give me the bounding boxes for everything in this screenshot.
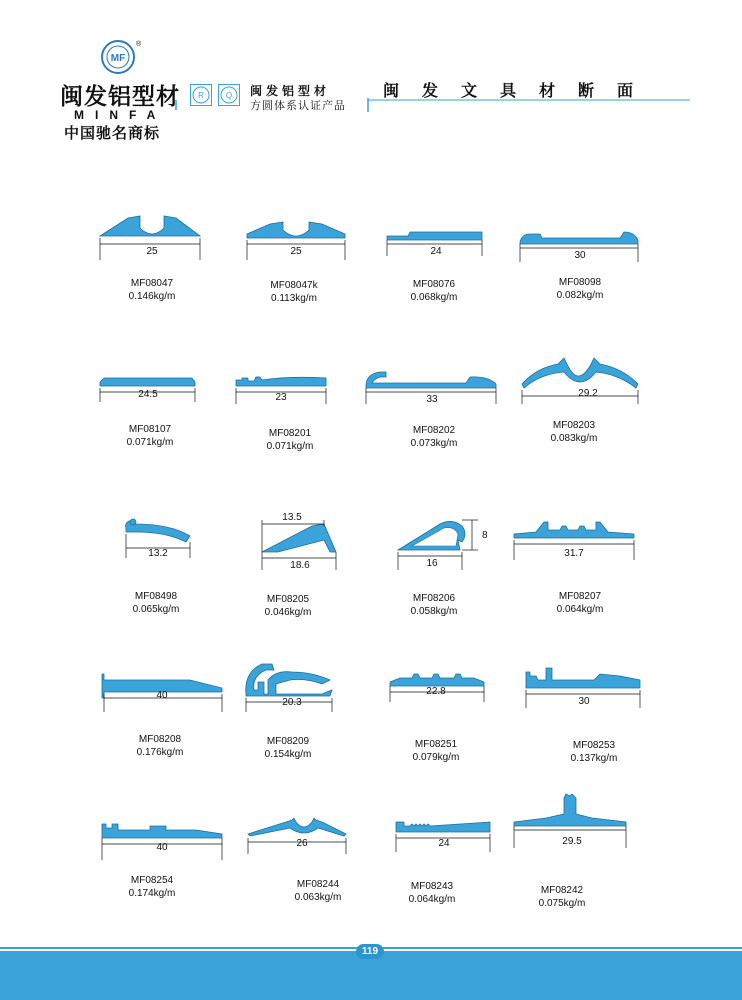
profile-caption: [520, 276, 640, 302]
profile-code: MF08253: [572, 740, 616, 751]
profile-mf08253-drawing: [526, 668, 640, 708]
profile-weight: 0.064kg/m: [408, 894, 456, 905]
svg-text:R: R: [198, 91, 204, 100]
profile-mf08047-drawing: [100, 216, 200, 260]
logo-mark: MF: [110, 53, 126, 64]
dim-label: 29.2: [578, 388, 598, 399]
dim-label: 25: [146, 246, 158, 257]
dim-label: 29.5: [562, 836, 582, 847]
profile-code: MF08209: [266, 736, 310, 747]
profile-mf08107-drawing: [100, 378, 195, 402]
dim-label: 23: [275, 392, 287, 403]
dim-label: 20.3: [282, 697, 302, 708]
svg-text:®: ®: [136, 41, 142, 48]
profile-code: MF08206: [412, 593, 456, 604]
dim-label: 24: [430, 246, 442, 257]
dim-label: 13.5: [282, 512, 302, 523]
cert-subtitle: 方圆体系认证产品: [250, 100, 346, 112]
profile-mf08243-drawing: [396, 822, 490, 852]
profile-code: MF08201: [268, 428, 312, 439]
dim-label: 30: [574, 250, 586, 261]
profile-caption: [92, 874, 212, 900]
profile-caption: [374, 278, 494, 304]
profile-code: MF08243: [410, 881, 454, 892]
profile-code: MF08498: [134, 591, 178, 602]
profile-code: MF08202: [412, 425, 456, 436]
profile-code: MF08207: [558, 591, 602, 602]
dim-label: 26: [296, 838, 308, 849]
profile-weight: 0.068kg/m: [410, 292, 458, 303]
profile-caption: [90, 423, 210, 449]
profile-weight: 0.065kg/m: [132, 604, 180, 615]
profile-caption: [100, 733, 220, 759]
profile-mf08203-drawing: [522, 358, 638, 404]
profile-code: MF08205: [266, 594, 310, 605]
profile-weight: 0.146kg/m: [128, 291, 176, 302]
profile-weight: 0.071kg/m: [266, 441, 314, 452]
dim-label: 22.8: [426, 686, 446, 697]
dim-label: 24.5: [138, 389, 158, 400]
profile-mf08251-drawing: [390, 674, 484, 702]
profile-weight: 0.113kg/m: [271, 293, 317, 304]
cert-company-name: 闽发铝型材: [250, 84, 331, 98]
dim-label: 40: [156, 690, 168, 701]
profile-mf08209-drawing: [246, 664, 332, 712]
profile-weight: 0.046kg/m: [264, 607, 312, 618]
profile-caption: [372, 880, 492, 906]
profile-caption: [228, 593, 348, 619]
profile-code: MF08251: [414, 739, 458, 750]
profile-code: MF08208: [138, 734, 182, 745]
profile-code: MF08047k: [270, 280, 318, 291]
profile-weight: 0.073kg/m: [410, 438, 458, 449]
profile-caption: [92, 277, 212, 303]
profile-code: MF08203: [552, 420, 596, 431]
profile-mf08244-drawing: [248, 818, 346, 854]
dim-label: 31.7: [564, 548, 584, 559]
profile-mf08207-drawing: [514, 522, 634, 560]
profile-caption: [374, 592, 494, 618]
svg-text:Q: Q: [225, 91, 233, 100]
profile-weight: 0.064kg/m: [556, 604, 604, 615]
logo-english-name: MINFA: [74, 108, 167, 122]
dim-label: 13.2: [148, 548, 168, 559]
profile-caption: [502, 884, 622, 910]
dim-label: 18.6: [290, 560, 310, 571]
profile-code: MF08254: [130, 875, 174, 886]
profile-weight: 0.063kg/m: [294, 892, 342, 903]
profile-mf08047k-drawing: [247, 222, 345, 260]
profile-mf08254-drawing: [102, 824, 222, 860]
profile-caption: [376, 738, 496, 764]
profile-caption: [534, 739, 654, 765]
profile-weight: 0.082kg/m: [556, 290, 604, 301]
profile-caption: [228, 735, 348, 761]
profile-caption: [96, 590, 216, 616]
profile-weight: 0.176kg/m: [136, 747, 184, 758]
profile-weight: 0.079kg/m: [412, 752, 460, 763]
profile-code: MF08076: [412, 279, 456, 290]
profile-code: MF08244: [296, 879, 340, 890]
dim-label: 30: [578, 696, 590, 707]
profile-mf08076-drawing: [387, 232, 482, 257]
dim-label: 16: [426, 558, 438, 569]
profile-code: MF08242: [540, 885, 584, 896]
profile-mf08205-drawing: [262, 512, 336, 571]
dim-label: 25: [290, 246, 302, 257]
profile-weight: 0.058kg/m: [410, 606, 458, 617]
profile-caption: [258, 878, 378, 904]
profile-mf08206-drawing: [398, 520, 488, 570]
profile-weight: 0.154kg/m: [264, 749, 312, 760]
profile-code: MF08047: [130, 278, 174, 289]
profile-caption: [374, 424, 494, 450]
page-title: 闽发文具材断面: [383, 81, 657, 100]
profile-weight: 0.137kg/m: [570, 753, 618, 764]
profile-weight: 0.083kg/m: [550, 433, 598, 444]
profile-caption: [234, 279, 354, 305]
profile-code: MF08098: [558, 277, 602, 288]
profile-weight: 0.075kg/m: [538, 898, 586, 909]
brand-slogan: 中国驰名商标: [64, 125, 161, 142]
page-number: 119: [356, 944, 384, 959]
profile-caption: [514, 419, 634, 445]
profile-mf08201-drawing: [236, 377, 326, 404]
dim-label: 8: [482, 530, 488, 541]
profile-mf08498-drawing: [126, 519, 190, 559]
profile-caption: [230, 427, 350, 453]
profile-weight: 0.071kg/m: [126, 437, 174, 448]
profile-caption: [520, 590, 640, 616]
profile-weight: 0.174kg/m: [128, 888, 176, 899]
dim-label: 33: [426, 394, 438, 405]
profile-code: MF08107: [128, 424, 172, 435]
logo-chinese-name: 闽发铝型材: [60, 83, 180, 110]
dim-label: 24: [438, 838, 450, 849]
profile-mf08098-drawing: [520, 232, 638, 262]
profile-mf08208-drawing: [102, 674, 222, 712]
profile-mf08242-drawing: [514, 794, 626, 848]
dim-label: 40: [156, 842, 168, 853]
profile-mf08202-drawing: [366, 372, 496, 405]
